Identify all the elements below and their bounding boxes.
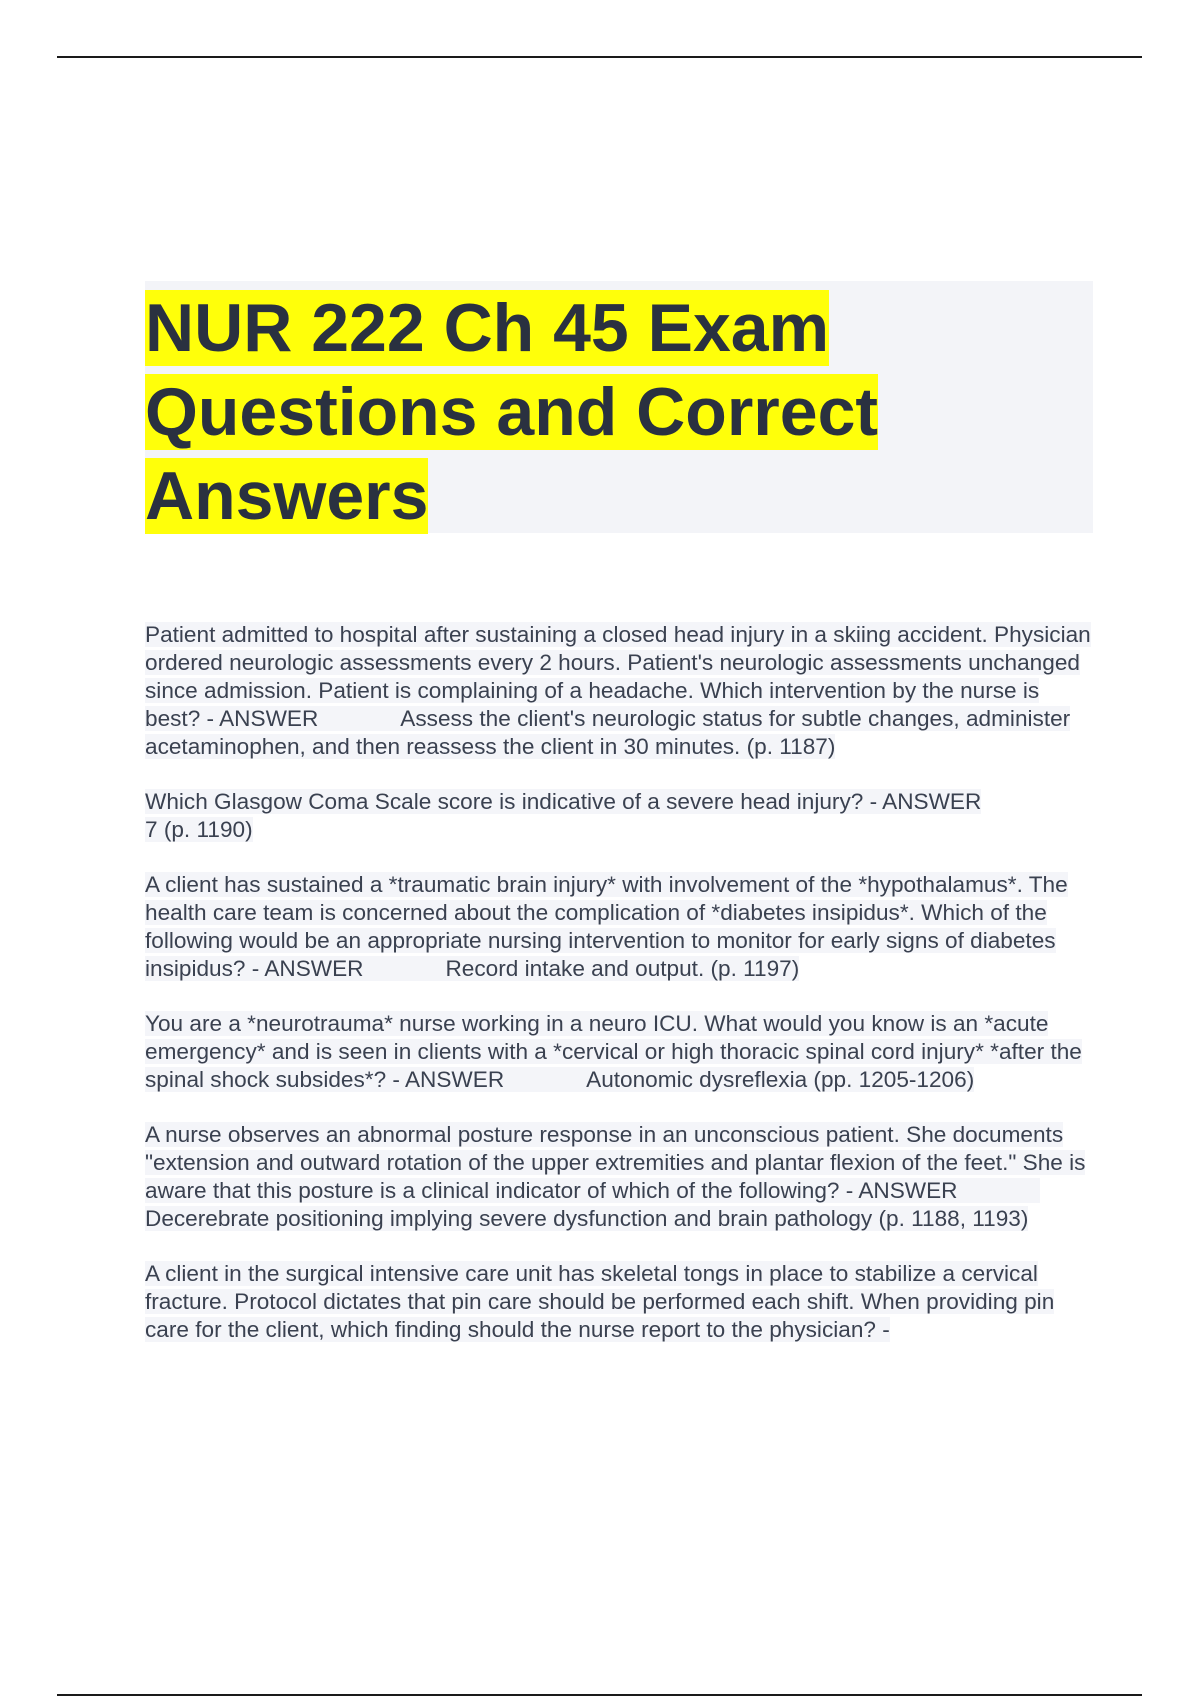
document-title — [145, 286, 1093, 538]
qa-item-5 — [145, 1121, 1095, 1233]
question-text: A client has sustained a *traumatic brain injury* with involvement of the *hypothalamus*. The health care team is concerned about the complication of *diabetes insipidus*. Which of the following would be an appropriate nursing intervention to monitor for early signs of diabetes insipidus? — [145, 872, 1068, 981]
question-text: You are a *neurotrauma* nurse working in a neuro ICU. What would you know is an *acute emergency* and is seen in clients with a *cervical or high thoracic spinal cord injury* *after the spinal shock subsides*? — [145, 1011, 1082, 1092]
qa-item-2 — [145, 788, 1095, 844]
question-text: A nurse observes an abnormal posture response in an unconscious patient. She documents "extension and outward rotation of the upper extremities and plantar flexion of the feet." She is aware that this posture is a clinical indicator of which of the following? — [145, 1122, 1086, 1203]
top-rule — [57, 56, 1142, 58]
qa-item-6 — [145, 1260, 1095, 1344]
answer-text: Record intake and output. (p. 1197) — [445, 956, 800, 981]
title-highlight: NUR 222 Ch 45 Exam Questions and Correct Answers — [145, 290, 879, 534]
bottom-rule — [57, 1694, 1142, 1696]
answer-marker: - ANSWER — [200, 706, 319, 731]
qa-item-1 — [145, 621, 1095, 761]
answer-text: Assess the client's neurologic status for subtle changes, administer acetaminophen, and then reassess the client in 30 minutes. (p. 1187) — [145, 706, 1071, 759]
answer-marker: - ANSWER — [839, 1178, 958, 1203]
question-text: A client in the surgical intensive care unit has skeletal tongs in place to stabilize a cervical fracture. Protocol dictates that pin care should be performed each shift. When providing pin care for the client, which finding should the nurse report to the physician? - — [145, 1261, 1055, 1342]
question-text: Patient admitted to hospital after sustaining a closed head injury in a skiing accident. Physician ordered neurologic assessments every 2 hours. Patient's neurologic assessments unchanged since admission. Patient is complaining of a headache. Which intervention by the nurse is best? — [145, 622, 1091, 731]
answer-marker: - ANSWER — [863, 789, 982, 814]
answer-marker: - ANSWER — [386, 1067, 505, 1092]
qa-item-4 — [145, 1010, 1095, 1094]
qa-list — [145, 621, 1095, 1371]
qa-item-3 — [145, 871, 1095, 983]
question-text: Which Glasgow Coma Scale score is indicative of a severe head injury? — [145, 789, 864, 814]
answer-text: 7 (p. 1190) — [145, 817, 253, 842]
answer-text: Autonomic dysreflexia (pp. 1205-1206) — [586, 1067, 975, 1092]
answer-text: Decerebrate positioning implying severe dysfunction and brain pathology (p. 1188, 1193) — [145, 1206, 1029, 1231]
answer-marker: - ANSWER — [245, 956, 364, 981]
